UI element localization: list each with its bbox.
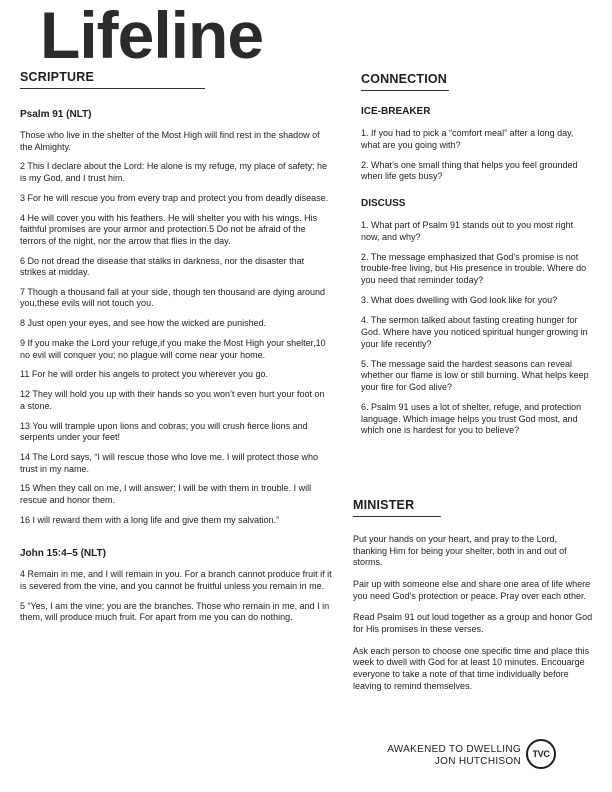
verse: 5 “Yes, I am the vine; you are the branches. Those who remain in me, and I in them, will produce much fruit. For apart from me you can do nothing. (20, 600, 330, 623)
connection-heading: CONNECTION (361, 72, 449, 91)
verse: 4 Remain in me, and I will remain in you. For a branch cannot produce fruit if it is severed from the vine, and you cannot be fruitful unless you remain in me. (20, 569, 332, 591)
psalm-91-verses (20, 130, 332, 526)
minister-list (353, 534, 593, 692)
verse: 3 For he will rescue you from every trap and protect you from deadly disease. (20, 192, 329, 203)
verse: 8 Just open your eyes, and see how the wicked are punished. (20, 318, 267, 329)
discussion-question: 2. The message emphasized that God’s promise is not trouble-free living, but His presence in trouble. Where do you need that reminder today? (361, 251, 587, 285)
minister-activity: Read Psalm 91 out loud together as a group and honor God for His promises in these verses. (353, 612, 593, 634)
john-15-verses (20, 569, 332, 624)
minister-activity: Pair up with someone else and share one area of life where you need God’s protection or peace. Pray over each other. (353, 578, 591, 601)
minister-section (353, 498, 593, 702)
scripture-heading: SCRIPTURE (20, 70, 205, 89)
john-15-reference: John 15:4–5 (NLT) (20, 548, 106, 560)
verse: 14 The Lord says, “I will rescue those who love me. I will protect those who trust in my name. (20, 451, 318, 474)
verse: 7 Though a thousand fall at your side, though ten thousand are dying around you,these evils will not touch you. (20, 286, 326, 309)
discuss-list (361, 220, 593, 437)
discussion-question: 6. Psalm 91 uses a lot of shelter, refuge, and protection language. Which image helps you trust God most, and which one is hardest for you to believe? (361, 402, 582, 436)
verse: 15 When they call on me, I will answer; I will be with them in trouble. I will rescue and honor them. (20, 483, 312, 505)
scripture-column (20, 70, 332, 632)
psalm-91-reference: Psalm 91 (NLT) (20, 109, 92, 120)
discussion-question: 5. The message said the hardest seasons can reveal whether our flame is low or still burning. What helps keep your fire for God alive? (361, 358, 589, 392)
page-title: Lifeline (40, 0, 264, 72)
sermon-credit (381, 744, 521, 768)
icebreaker-question: 1. If you had to pick a “comfort meal” after a long day, what are you going with? (361, 128, 574, 150)
minister-heading: MINISTER (353, 498, 441, 517)
verse: 13 You will trample upon lions and cobras; you will crush fierce lions and serpents under your feet! (20, 420, 308, 443)
verse: 6 Do not dread the disease that stalks in darkness, nor the disaster that strikes at midday. (20, 255, 305, 278)
icebreaker-heading: ICE-BREAKER (361, 106, 431, 117)
verse: 11 For he will order his angels to protect you wherever you go. (20, 369, 268, 380)
discuss-heading: DISCUSS (361, 197, 406, 209)
verse: 16 I will reward them with a long life and give them my salvation.” (20, 514, 280, 525)
verse: 9 If you make the Lord your refuge,if you make the Most High your shelter,10 no evil will conquer you; no plague will come near your home. (20, 338, 326, 360)
discussion-question: 1. What part of Psalm 91 stands out to you most right now, and why? (361, 219, 574, 242)
icebreaker-question: 2. What’s one small thing that helps you feel grounded when life gets busy? (361, 159, 578, 182)
speaker-name: JON HUTCHISON (434, 755, 521, 767)
verse: Those who live in the shelter of the Most High will find rest in the shadow of the Almighty. (20, 130, 320, 152)
icebreaker-list (361, 128, 593, 183)
tvc-logo-icon (526, 739, 556, 769)
discussion-question: 3. What does dwelling with God look like for you? (361, 295, 558, 306)
connection-column (361, 72, 593, 445)
series-title: AWAKENED TO DWELLING (387, 744, 521, 755)
discussion-question: 4. The sermon talked about fasting creating hunger for God. Where have you noticed spiritual hunger growing in your life recently? (361, 315, 588, 349)
verse: 12 They will hold you up with their hands so you won’t even hurt your foot on a stone. (20, 389, 325, 411)
minister-activity: Ask each person to choose one specific time and place this week to dwell with God for at least 10 minutes. Encouarge everyone to take a note of that time individually before leaving to remind themselves. (353, 645, 590, 691)
verse: 2 This I declare about the Lord: He alone is my refuge, my place of safety; he is my God, and I trust him. (20, 161, 328, 183)
verse: 4 He will cover you with his feathers. He will shelter you with his wings. His faithful promises are your armor and protection.5 Do not be afraid of the terrors of the night, nor the arrow that flies in the day. (20, 212, 318, 246)
minister-activity: Put your hands on your heart, and pray to the Lord, thanking Him for being your shelter, both in and out of storms. (353, 534, 567, 568)
logo-text: TVC (532, 749, 550, 759)
